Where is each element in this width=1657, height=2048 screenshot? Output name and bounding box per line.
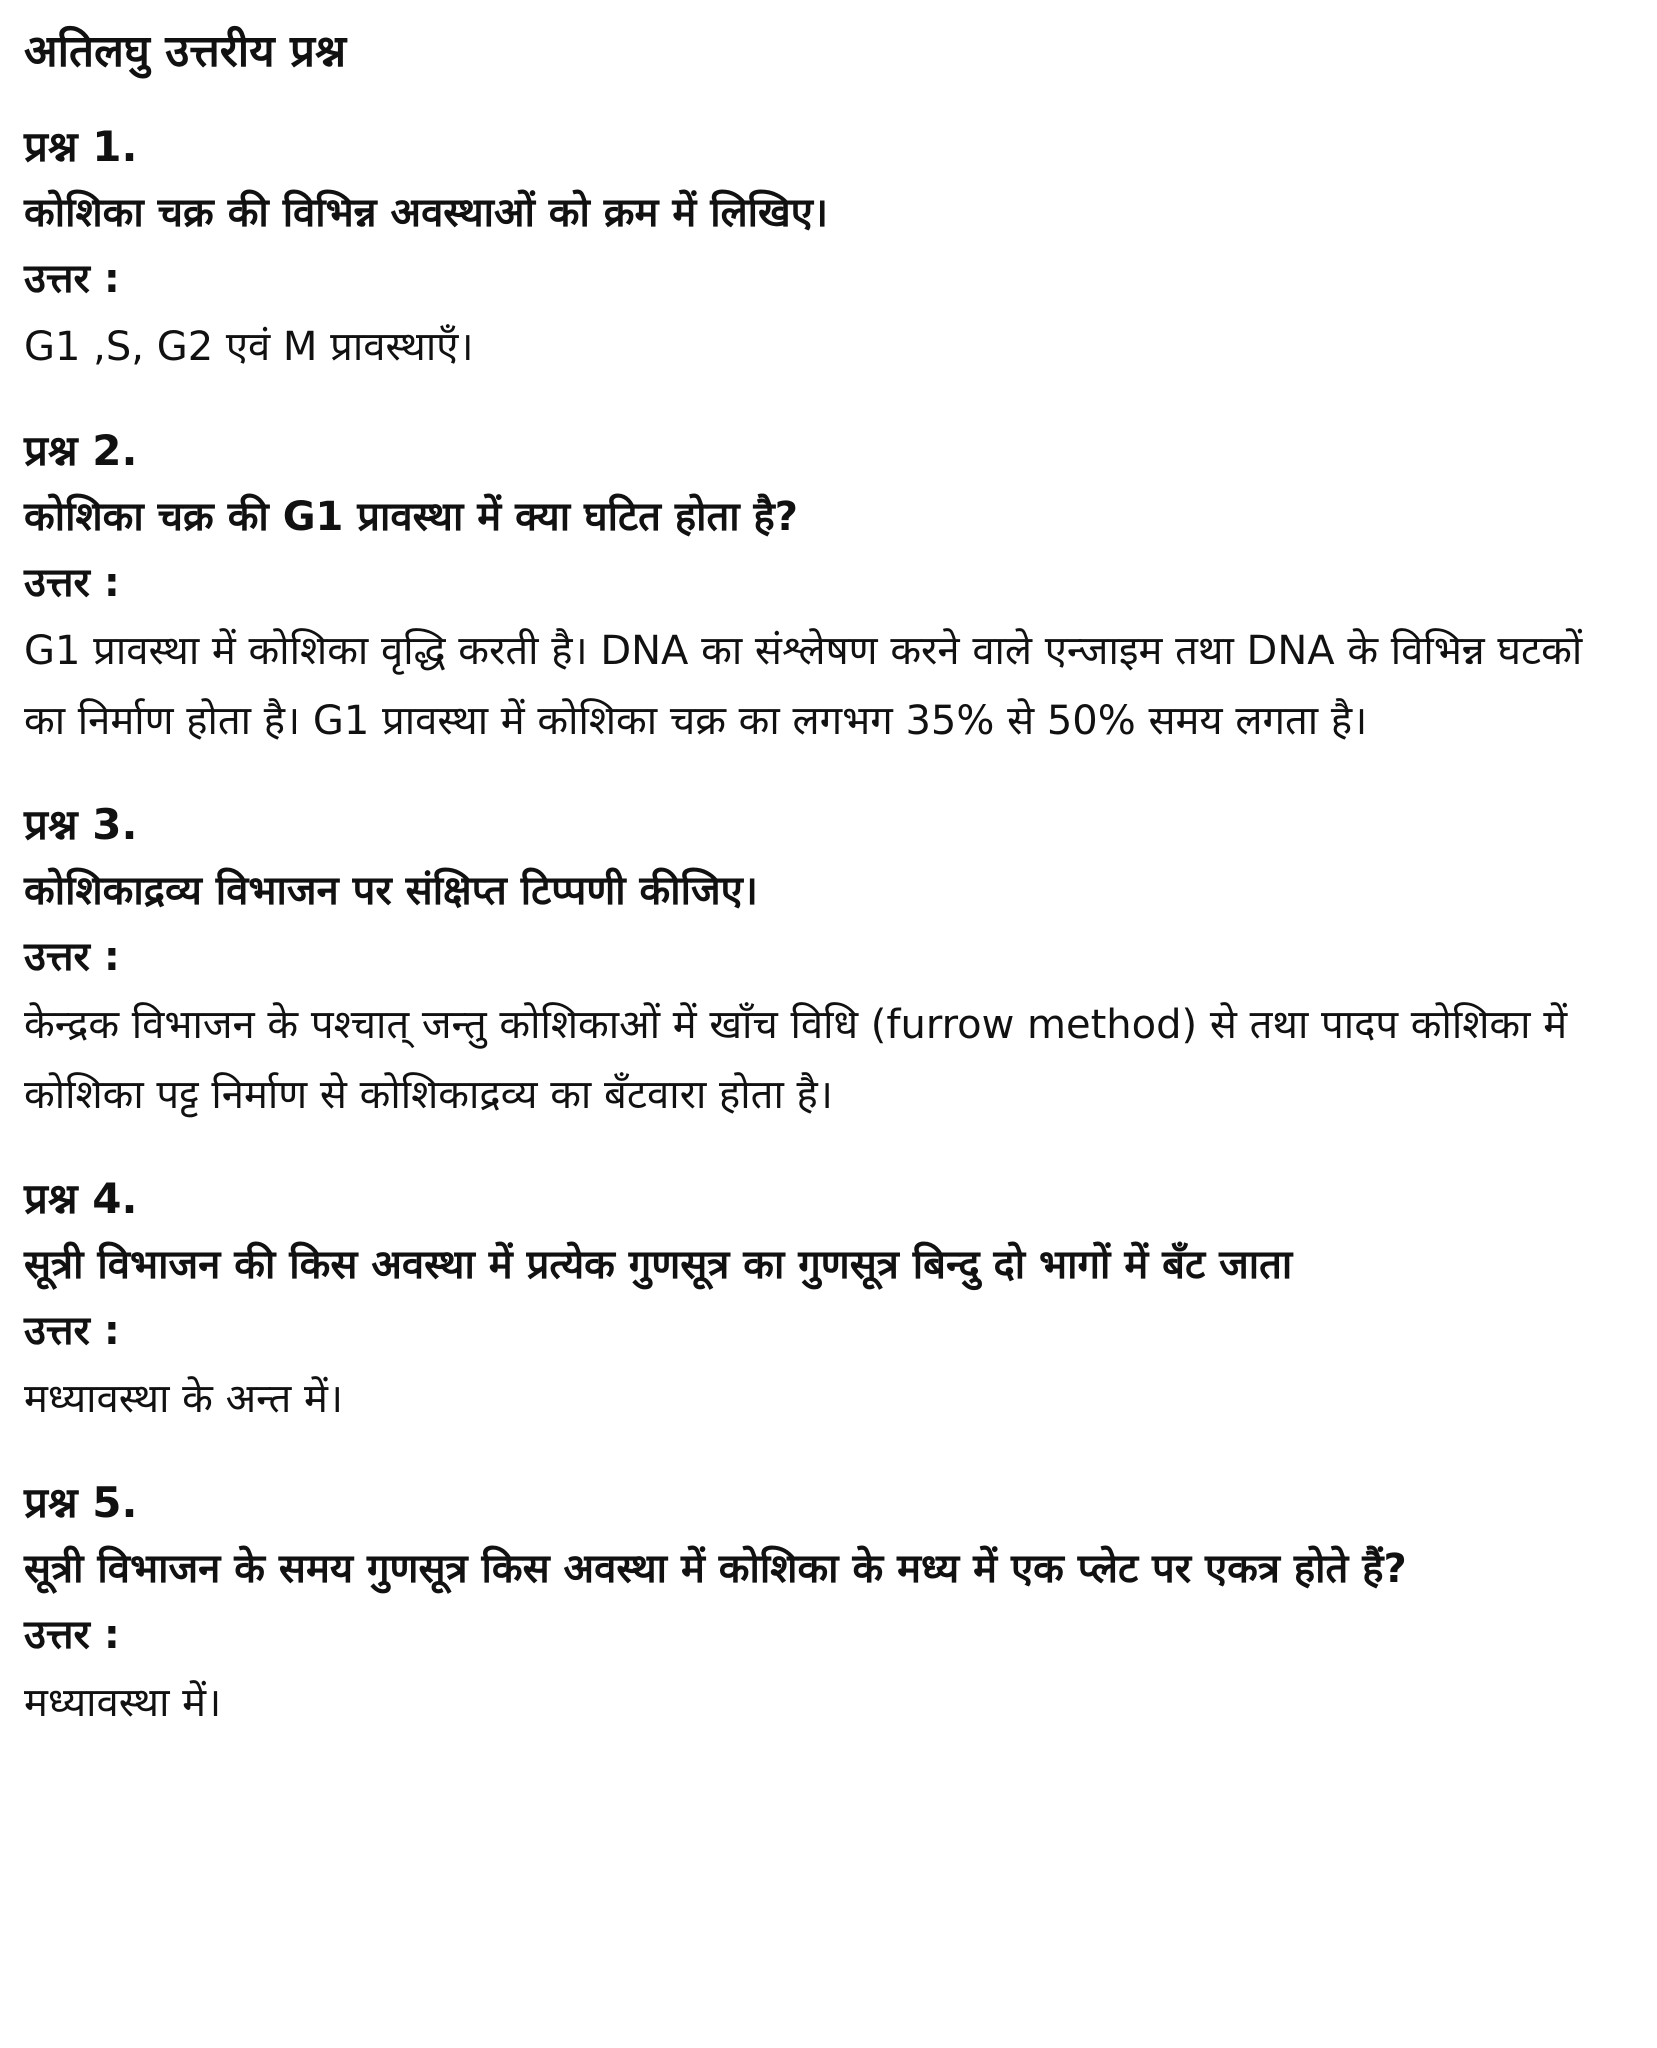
answer-label: उत्तर : bbox=[24, 256, 120, 302]
section-title: अतिलघु उत्तरीय प्रश्न bbox=[24, 26, 347, 77]
answer-label: उत्तर : bbox=[24, 1308, 120, 1354]
document-page bbox=[24, 22, 1634, 1774]
answer-text: मध्यावस्था के अन्त में। bbox=[24, 1376, 344, 1422]
question-number: प्रश्न 1. bbox=[24, 122, 138, 171]
qa-block-3 bbox=[24, 792, 1634, 1130]
answer-label: उत्तर : bbox=[24, 560, 120, 606]
answer-label: उत्तर : bbox=[24, 934, 120, 980]
question-number: प्रश्न 5. bbox=[24, 1478, 138, 1527]
question-number: प्रश्न 3. bbox=[24, 800, 138, 849]
question-number: प्रश्न 2. bbox=[24, 426, 138, 475]
question-text: सूत्री विभाजन की किस अवस्था में प्रत्येक गुणसूत्र का गुणसूत्र बिन्दु दो भागों में बँट जाता bbox=[24, 1242, 1293, 1288]
qa-block-2 bbox=[24, 418, 1634, 756]
question-text: कोशिकाद्रव्य विभाजन पर संक्षिप्त टिप्पणी कीजिए। bbox=[24, 868, 758, 914]
answer-text: G1 ,S, G2 एवं M प्रावस्थाएँ। bbox=[24, 324, 474, 370]
qa-block-1 bbox=[24, 114, 1634, 382]
qa-block-4 bbox=[24, 1166, 1634, 1434]
qa-block-5 bbox=[24, 1470, 1634, 1738]
question-text: कोशिका चक्र की G1 प्रावस्था में क्या घटित होता है? bbox=[24, 494, 798, 540]
answer-text: G1 प्रावस्था में कोशिका वृद्धि करती है। DNA का संश्लेषण करने वाले एन्जाइम तथा DNA के विभिन्न घटकों का निर्माण होता है। G1 प्रावस्था में कोशिका चक्र का लगभग 35% से 50% समय लगता है। bbox=[24, 628, 1583, 744]
answer-text: मध्यावस्था में। bbox=[24, 1680, 222, 1726]
question-number: प्रश्न 4. bbox=[24, 1174, 138, 1223]
answer-label: उत्तर : bbox=[24, 1612, 120, 1658]
question-text: सूत्री विभाजन के समय गुणसूत्र किस अवस्था में कोशिका के मध्य में एक प्लेट पर एकत्र होते हैं? bbox=[24, 1546, 1407, 1592]
answer-text: केन्द्रक विभाजन के पश्चात् जन्तु कोशिकाओं में खाँच विधि (furrow method) से तथा पादप कोशिका में कोशिका पट्ट निर्माण से कोशिकाद्रव्य का बँटवारा होता है। bbox=[24, 1002, 1568, 1118]
question-text: कोशिका चक्र की विभिन्न अवस्थाओं को क्रम में लिखिए। bbox=[24, 190, 829, 236]
